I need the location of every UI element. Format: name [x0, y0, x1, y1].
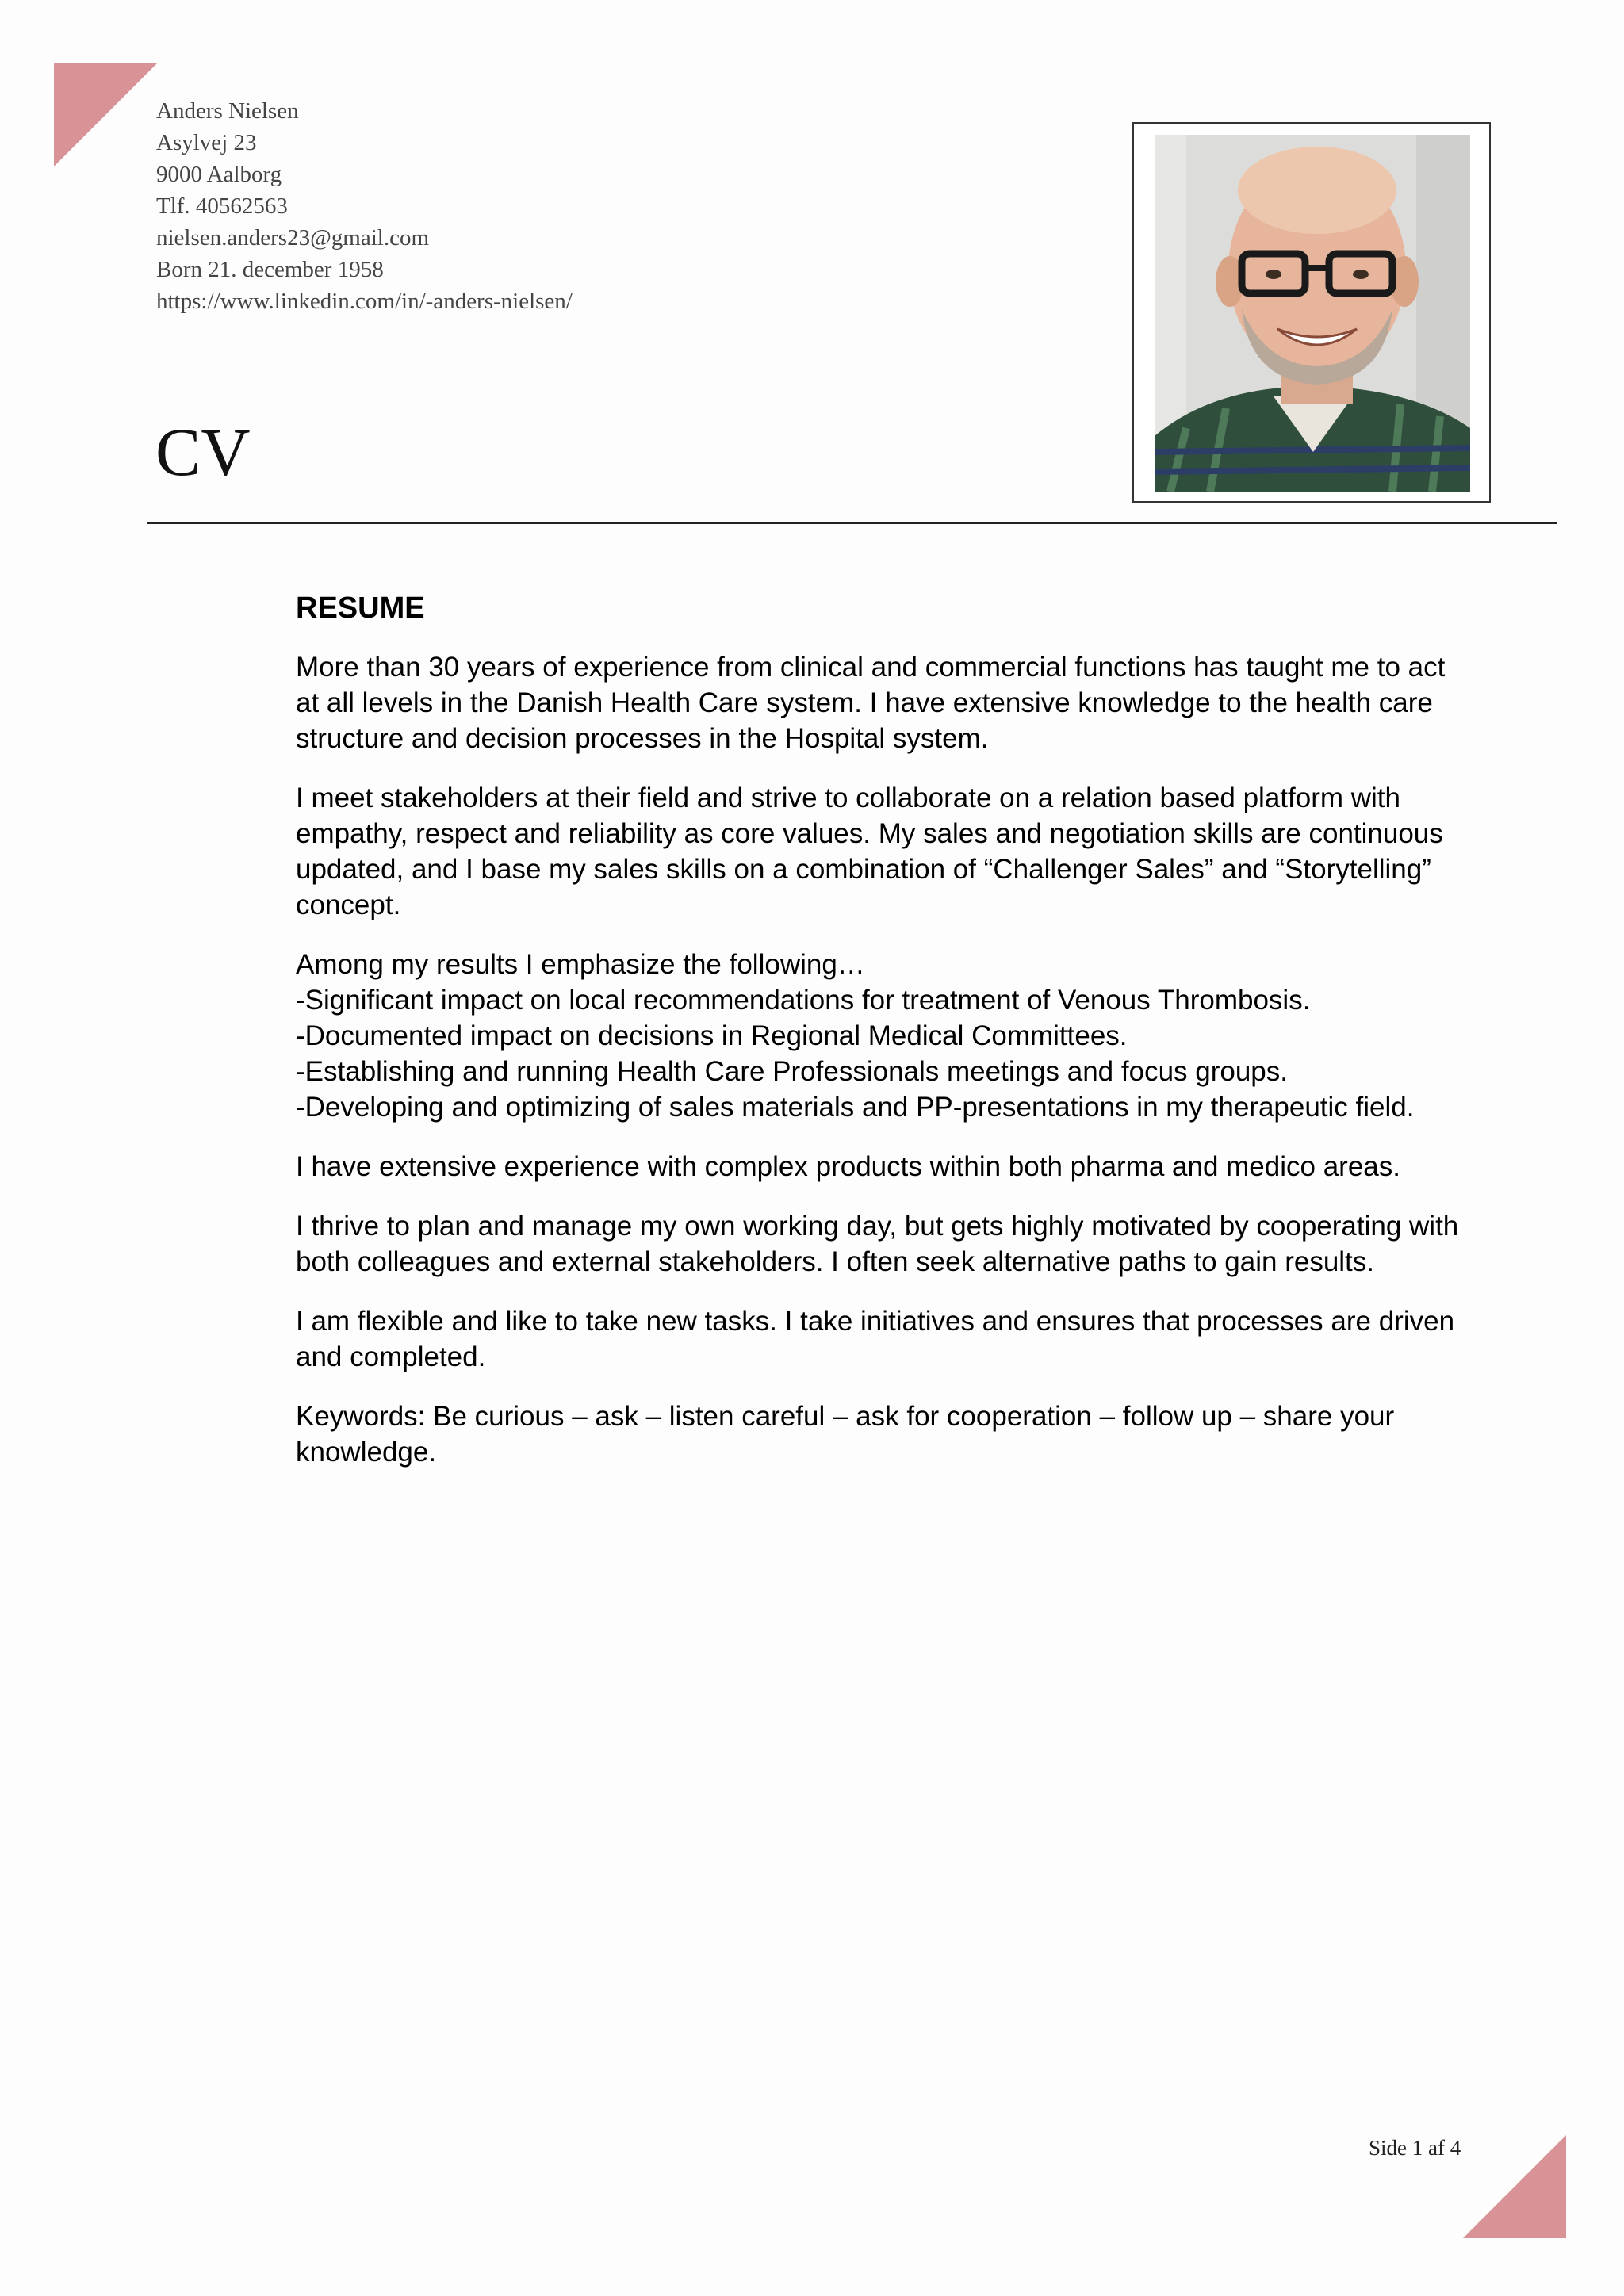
contact-born: Born 21. december 1958 [156, 257, 384, 282]
result-item: -Developing and optimizing of sales materials and PP-presentations in my therapeutic field. [296, 1092, 1415, 1123]
contact-name: Anders Nielsen [156, 98, 299, 124]
result-item: -Documented impact on decisions in Regional Medical Committees. [296, 1020, 1128, 1051]
resume-results [296, 947, 1469, 1125]
resume-paragraph-2: I meet stakeholders at their field and strive to collaborate on a relation based platform with empathy, respect and reliability as core values. My sales and negotiation skills are continuous updated, and I base my sales skills on a combination of “Challenger Sales” and “Storytelling” concept. [296, 783, 1443, 920]
resume-paragraph-6: I am flexible and like to take new tasks. I take initiatives and ensures that processes are driven and completed. [296, 1306, 1455, 1372]
portrait-photo [1155, 135, 1470, 492]
contact-phone: Tlf. 40562563 [156, 193, 288, 219]
resume-heading: RESUME [296, 591, 425, 625]
contact-city: 9000 Aalborg [156, 162, 282, 187]
portrait-icon [1155, 135, 1470, 492]
resume-keywords: Keywords: Be curious – ask – listen careful – ask for cooperation – follow up – share your knowledge. [296, 1401, 1395, 1468]
page-title: CV [155, 414, 251, 490]
photo-frame [1132, 122, 1491, 503]
result-item: -Significant impact on local recommendations for treatment of Venous Thrombosis. [296, 985, 1311, 1016]
contact-email: nielsen.anders23@gmail.com [156, 225, 430, 251]
corner-decoration-top-left [54, 63, 157, 166]
header-divider [147, 522, 1557, 524]
page-number: Side 1 af 4 [1369, 2136, 1461, 2160]
resume-paragraph-1: More than 30 years of experience from clinical and commercial functions has taught me to act at all levels in the Danish Health Care system. I have extensive knowledge to the health care structure and decision processes in the Hospital system. [296, 652, 1446, 754]
contact-block [156, 95, 573, 317]
contact-linkedin: https://www.linkedin.com/in/-anders-nielsen/ [156, 289, 573, 314]
contact-street: Asylvej 23 [156, 130, 257, 155]
resume-paragraph-4: I have extensive experience with complex products within both pharma and medico areas. [296, 1151, 1400, 1182]
corner-decoration-bottom-right [1463, 2135, 1566, 2238]
resume-paragraph-5: I thrive to plan and manage my own working day, but gets highly motivated by cooperating with both colleagues and external stakeholders. I often seek alternative paths to gain results. [296, 1211, 1459, 1277]
result-item: -Establishing and running Health Care Professionals meetings and focus groups. [296, 1056, 1288, 1087]
resume-section [296, 591, 1469, 1494]
results-intro: Among my results I emphasize the following… [296, 949, 865, 980]
